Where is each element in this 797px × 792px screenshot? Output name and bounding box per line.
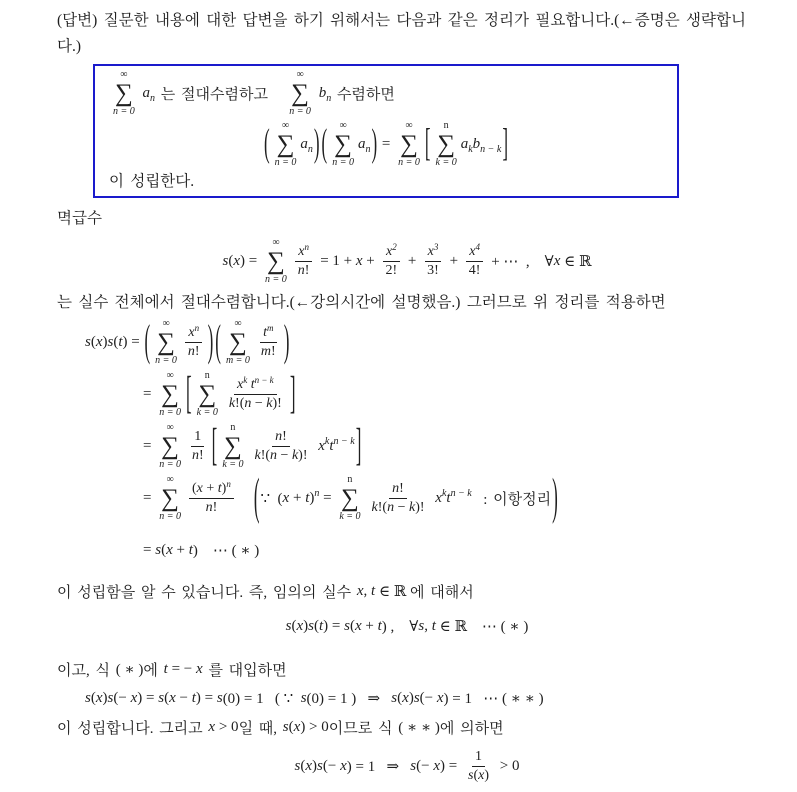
theorem-hypothesis-formula: ∞ ∑ n = 0 a n 는 절대수렴하고 ∞ ∑ n = 0 b n 수렴하면 bbox=[113, 69, 395, 117]
derivation-line-5: = s ( x + t ) ⋯ ( ∗ ) bbox=[143, 541, 260, 559]
derivation-line-2: = ∞ ∑ n = 0 [ n ∑ k = 0 x k t n − k k !( n − k )! ] bbox=[143, 367, 296, 419]
double-star-equation: s ( x ) s (− x ) = s ( x − t ) = s (0) = 1 ( ∵ s (0) = 1 ) ⇒ s ( x ) s (− x ) = 1 ⋯ ( ∗ ∗ ) bbox=[85, 689, 544, 707]
derivation-line-4: = ∞ ∑ n = 0 ( x + t ) n n ! ( ∵ ( x + t ) n = n ∑ k = 0 n ! k !( n − k )! x k t n − k : 이항정리 ) bbox=[143, 468, 558, 525]
theorem-product-formula: ( ∞ ∑ n = 0 a n ) ( ∞ ∑ n = 0 a n ) = ∞ ∑ n = 0 [ n ∑ k = 0 a k b n − k ] bbox=[263, 120, 509, 168]
derivation-block bbox=[85, 316, 757, 576]
answer-intro-paragraph: (답변) 질문한 내용에 대한 답변을 하기 위해서는 다음과 같은 정리가 필요합니다.(←증명은 생략합니다.) bbox=[57, 12, 746, 55]
convergence-note-paragraph: 는 실수 전체에서 절대수렴합니다.(←강의시간에 설명했음.) 그러므로 위 정리를 적용하면 bbox=[57, 294, 666, 311]
power-series-label: 멱급수 bbox=[57, 210, 102, 227]
reciprocal-equation: s ( x ) s (− x ) = 1 ⇒ s (− x ) = 1 s ( x ) > 0 bbox=[294, 749, 520, 783]
theorem-box bbox=[93, 64, 679, 198]
series-definition-formula: s ( x ) = ∞ ∑ n = 0 x n n ! = 1 + x + x 2 2! + x 3 3! + x 4 4! + ⋯ , ∀ x ∈ ℝ bbox=[222, 237, 592, 285]
arbitrary-reals-paragraph: 이 성립함을 알 수 있습니다. 즉, 임의의 실수 x , t ∈ ℝ 에 대해서 bbox=[57, 582, 474, 601]
substitution-paragraph: 이고, 식 ( ∗ ) 에 t = − x 를 대입하면 bbox=[57, 660, 287, 679]
derivation-line-1: s ( x ) s ( t ) = ( ∞ ∑ n = 0 x n n ! ) ( ∞ ∑ m = 0 t m m ! ) bbox=[85, 316, 290, 366]
positivity-paragraph: 이 성립합니다. 그리고 x > 0 일 때, s ( x ) > 0 이므로 식 ( ∗ ∗ ) 에 의하면 bbox=[57, 718, 504, 737]
derivation-line-3: = ∞ ∑ n = 0 1 n ! [ n ∑ k = 0 n ! k !( n − k )! x k t n − k ] bbox=[143, 419, 362, 471]
functional-equation-star: s ( x ) s ( t ) = s ( x + t ) , ∀ s , t ∈ ℝ ⋯ ( ∗ ) bbox=[285, 617, 529, 635]
theorem-conclusion-text: 이 성립한다. bbox=[109, 173, 195, 190]
